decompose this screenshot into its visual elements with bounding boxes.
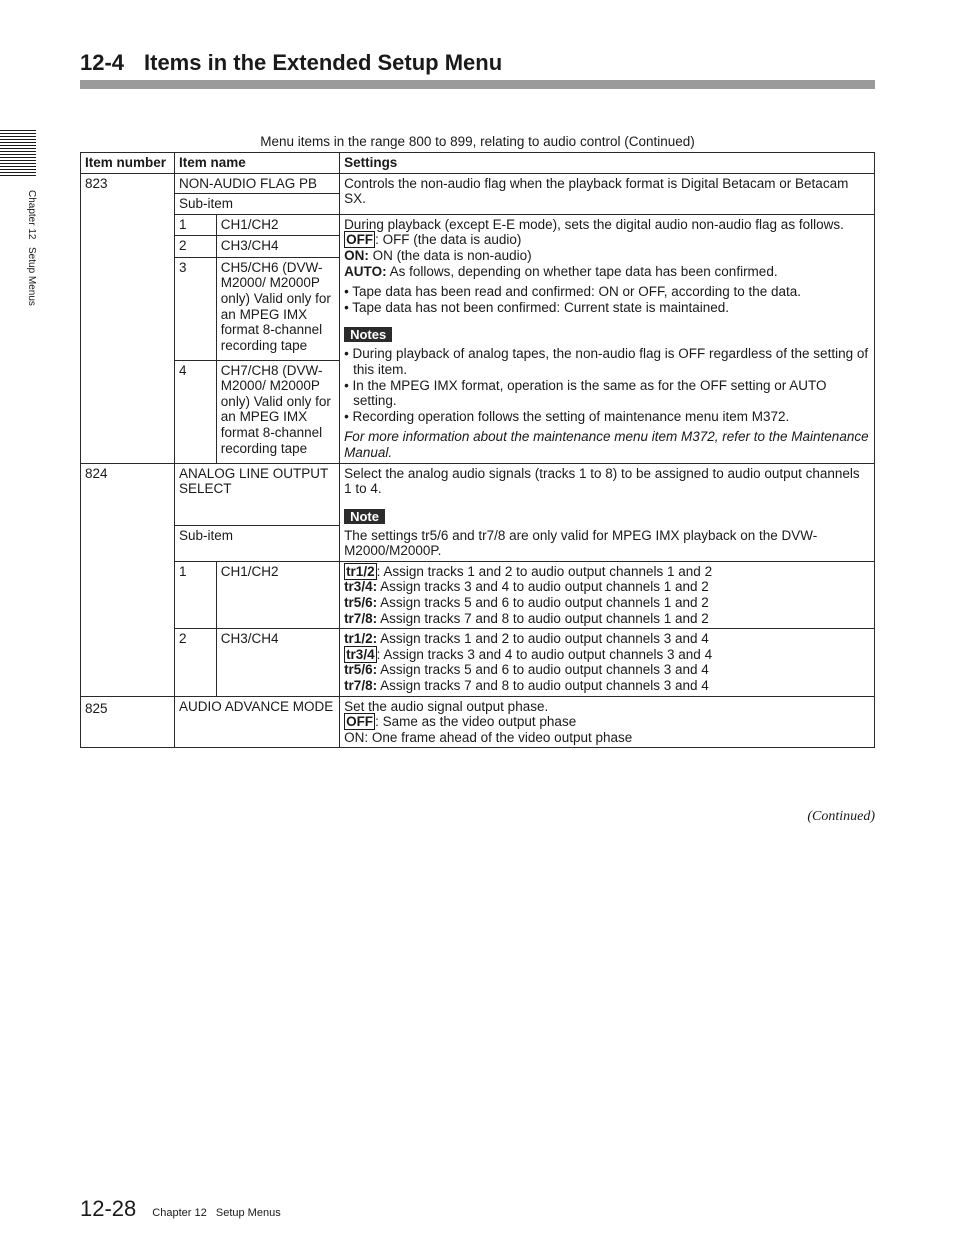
sub-item-label: Sub-item (175, 194, 340, 215)
auto-value: As follows, depending on whether tape data has been confirmed. (386, 263, 778, 279)
off-line (344, 714, 870, 730)
reference-text: For more information about the maintenance menu item M372, refer to the Maintenance Manual. (344, 429, 869, 460)
track-value: Assign tracks 1 and 2 to audio output channels 3 and 4 (377, 631, 709, 647)
item-name-823: NON-AUDIO FLAG PB (175, 173, 340, 194)
playback-text: During playback (except E-E mode), sets the digital audio non-audio flag as follows. (344, 216, 844, 232)
sub-item-name: CH1/CH2 (216, 561, 339, 628)
table-row (81, 214, 875, 235)
track-value: : Assign tracks 1 and 2 to audio output channels 1 and 2 (376, 563, 713, 579)
settings-823-detail (340, 214, 875, 463)
track-key: tr5/6: (344, 595, 378, 611)
heading-rule (80, 80, 875, 89)
off-value: : Same as the video output phase (375, 714, 577, 730)
track-value: Assign tracks 5 and 6 to audio output channels 3 and 4 (377, 662, 709, 678)
table-caption: Menu items in the range 800 to 899, relating to audio control (Continued) (260, 134, 695, 149)
table-row (81, 696, 875, 748)
sub-item-name: CH7/CH8 (DVW-M2000/ M2000P only) Valid only for an MPEG IMX format 8-channel recording tape (216, 360, 339, 463)
table-row (81, 463, 875, 526)
on-value: ON (the data is non-audio) (368, 247, 532, 263)
continued-label: (Continued) (807, 809, 875, 824)
page-footer (80, 1196, 281, 1222)
off-value: : OFF (the data is audio) (375, 232, 522, 248)
note-item: • Recording operation follows the setting of maintenance menu item M372. (344, 408, 790, 424)
track-line (344, 611, 870, 627)
track-value: : Assign tracks 3 and 4 to audio output channels 3 and 4 (376, 646, 713, 662)
bullet-item: • Tape data has not been confirmed: Current state is maintained. (344, 299, 730, 315)
on-key: ON: (344, 247, 369, 263)
desc-824: Select the analog audio signals (tracks 1 to 8) to be assigned to audio output channels 1 to 4. (344, 465, 860, 497)
sub-item-number: 4 (175, 360, 217, 463)
sub-item-number: 1 (175, 214, 217, 235)
track-line (344, 631, 870, 647)
table-row (81, 561, 875, 628)
item-number-824: 824 (81, 463, 175, 696)
track-key: tr1/2: (344, 631, 378, 647)
item-name-825: AUDIO ADVANCE MODE (175, 696, 340, 748)
default-track-box: tr3/4 (346, 646, 375, 662)
line-825-1: Set the audio signal output phase. (344, 698, 549, 714)
track-line (344, 678, 870, 694)
sub-item-name: CH3/CH4 (216, 629, 339, 696)
section-title: Items in the Extended Setup Menu (144, 50, 503, 75)
footer-chapter: Chapter 12 Setup Menus (152, 1207, 281, 1219)
default-track-box: tr1/2 (346, 563, 375, 579)
auto-key: AUTO: (344, 263, 387, 279)
track-key: tr5/6: (344, 662, 378, 678)
item-name-824: ANALOG LINE OUTPUT SELECT (175, 463, 340, 526)
track-line (344, 662, 870, 678)
settings-824-desc (340, 463, 875, 561)
sub-item-name: CH1/CH2 (216, 214, 339, 235)
item-number-823: 823 (81, 173, 175, 463)
bullet-item: • Tape data has been read and confirmed: ON or OFF, according to the data. (344, 284, 802, 300)
sub-item-number: 3 (175, 257, 217, 360)
track-key: tr7/8: (344, 678, 378, 694)
header-item-number: Item number (81, 153, 175, 174)
sub-item-label: Sub-item (175, 526, 340, 562)
settings-824-sub2 (340, 629, 875, 696)
table-row (81, 629, 875, 696)
settings-823-desc: Controls the non-audio flag when the playback format is Digital Betacam or Betacam SX. (340, 173, 875, 214)
track-line (344, 647, 870, 663)
side-name: Setup Menus (26, 247, 37, 307)
item-number-825: 825 (81, 696, 175, 748)
track-value: Assign tracks 7 and 8 to audio output channels 3 and 4 (377, 678, 709, 694)
track-value: Assign tracks 5 and 6 to audio output channels 1 and 2 (377, 595, 709, 611)
menu-items-table (80, 152, 875, 748)
page-number: 12-28 (80, 1196, 137, 1221)
track-line (344, 564, 870, 580)
default-off-box: OFF (346, 232, 374, 248)
sub-item-number: 1 (175, 561, 217, 628)
chapter-side-label (26, 190, 37, 306)
on-line (344, 248, 870, 264)
header-settings: Settings (340, 153, 875, 174)
header-item-name: Item name (175, 153, 340, 174)
off-line (344, 232, 870, 248)
track-value: Assign tracks 7 and 8 to audio output channels 1 and 2 (377, 610, 709, 626)
note-badge: Note (344, 509, 385, 524)
track-line (344, 579, 870, 595)
sub-item-name: CH3/CH4 (216, 236, 339, 257)
line-825-3: ON: One frame ahead of the video output phase (344, 729, 633, 745)
track-value: Assign tracks 3 and 4 to audio output channels 1 and 2 (377, 579, 709, 595)
sub-item-number: 2 (175, 629, 217, 696)
chapter-thumb-tab (0, 130, 36, 178)
default-off-box: OFF (346, 714, 374, 730)
section-heading (80, 50, 502, 76)
track-key: tr3/4: (344, 579, 378, 595)
section-number: 12-4 (80, 50, 125, 75)
auto-line (344, 264, 870, 280)
table-header-row (81, 153, 875, 174)
note-824: The settings tr5/6 and tr7/8 are only valid for MPEG IMX playback on the DVW-M2000/M2000P. (344, 527, 818, 559)
side-chapter: Chapter 12 (26, 190, 37, 240)
notes-badge: Notes (344, 327, 392, 342)
track-key: tr7/8: (344, 610, 378, 626)
table-row (81, 173, 875, 194)
note-item: • During playback of analog tapes, the non-audio flag is OFF regardless of the setting of this item. (344, 346, 869, 377)
note-item: • In the MPEG IMX format, operation is the same as for the OFF setting or AUTO setting. (344, 377, 827, 409)
settings-825 (340, 696, 875, 748)
track-line (344, 595, 870, 611)
settings-824-sub1 (340, 561, 875, 628)
sub-item-number: 2 (175, 236, 217, 257)
sub-item-name: CH5/CH6 (DVW-M2000/ M2000P only) Valid only for an MPEG IMX format 8-channel recording tape (216, 257, 339, 360)
